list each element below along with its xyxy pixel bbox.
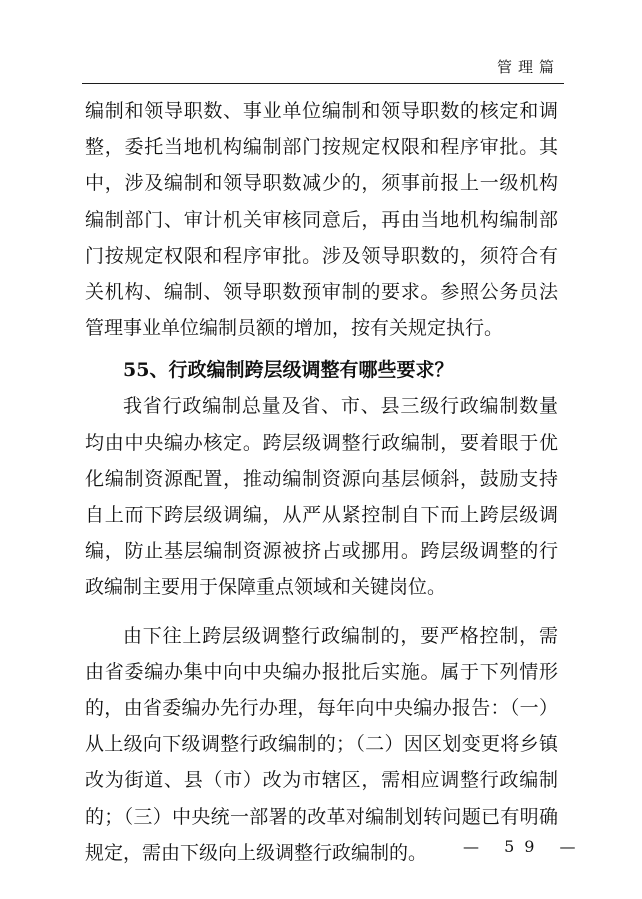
question-heading: 55、行政编制跨层级调整有哪些要求？ — [123, 359, 454, 382]
running-header-title: 管理篇 — [496, 58, 560, 76]
page-content — [85, 93, 558, 871]
paragraph-2: 我省行政编制总量及省、市、县三级行政编制数量均由中央编办核定。跨层级调整行政编制，要着眼于优化编制资源配置，推动编制资源向基层倾斜，鼓励支持自上而下跨层级调编，从严从紧控制自下而上跨层级调编，防止基层编制资源被挤占或挪用。跨层级调整的行政编制主要用于保障重点领域和关键岗位。 — [85, 395, 558, 599]
paragraph-1: 编制和领导职数、事业单位编制和领导职数的核定和调整，委托当地机构编制部门按规定权限和程序审批。其中，涉及编制和领导职数减少的，须事前报上一级机构编制部门、审计机关审核同意后，再由当地机构编制部门按规定权限和程序审批。涉及领导职数的，须符合有关机构、编制、领导职数预审制的要求。参照公务员法管理事业单位编制员额的增加，按有关规定执行。 — [85, 100, 558, 340]
paragraph-spacing — [85, 606, 558, 618]
page-number: — 59 — — [463, 837, 586, 856]
paragraph-3: 由下往上跨层级调整行政编制的，要严格控制，需由省委编办集中向中央编办报批后实施。属于下列情形的，由省委编办先行办理，每年向中央编办报告：（一）从上级向下级调整行政编制的；（二）因区划变更将乡镇改为街道、县（市）改为市辖区，需相应调整行政编制的；（三）中央统一部署的改革对编制划转问题已有明确规定，需由下级向上级调整行政编制的。 — [85, 624, 558, 864]
header-divider — [82, 83, 564, 84]
